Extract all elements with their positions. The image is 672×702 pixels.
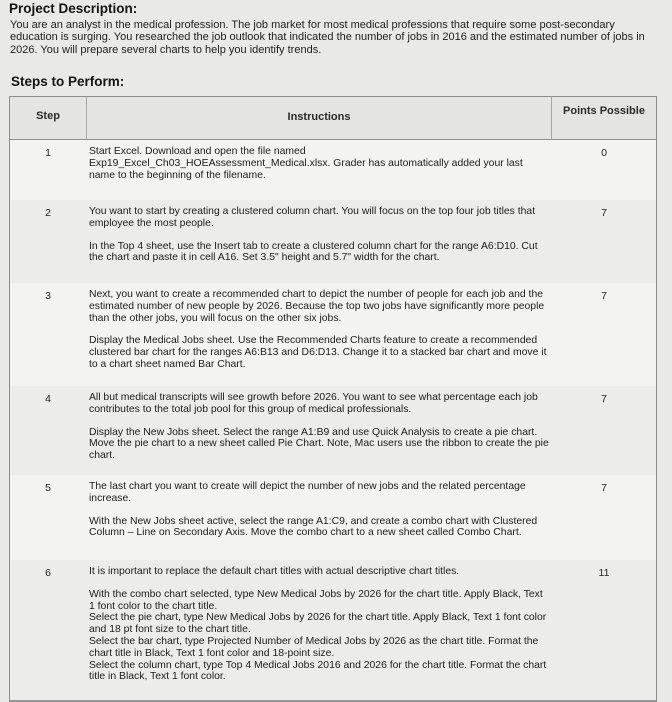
table-row bbox=[10, 200, 656, 284]
step-instructions bbox=[89, 566, 549, 683]
table-row bbox=[10, 283, 656, 387]
step-instructions bbox=[89, 481, 549, 550]
step-column-header: Step bbox=[36, 110, 60, 122]
instruction-paragraph: Start Excel. Download and open the file named Exp19_Excel_Ch03_HOEAssessment_Medical.xlsx. Grader has automatically added your last name to the beginning of the filename. bbox=[89, 146, 523, 181]
instruction-line: Select the pie chart, type New Medical Jobs by 2026 for the chart title. Apply Black, Text 1 font color and 18 pt font size to the chart title. bbox=[89, 612, 547, 636]
points-value: 11 bbox=[598, 567, 610, 579]
points-column-header: Points Possible bbox=[563, 105, 645, 117]
table-row bbox=[10, 140, 656, 201]
points-value: 7 bbox=[601, 207, 607, 219]
step-number: 5 bbox=[45, 482, 51, 494]
instruction-paragraph: Display the New Jobs sheet. Select the range A1:B9 and use Quick Analysis to create a pie chart. Move the pie chart to a new sheet called Pie Chart. Note, Mac users use the ribbon to create the pie chart. bbox=[89, 426, 549, 462]
instruction-paragraph: In the Top 4 sheet, use the Insert tab to create a clustered column chart for the range A6:D10. Cut the chart and paste it in cell A16. Set 3.5" height and 5.7" width for the chart. bbox=[89, 240, 538, 264]
step-number: 1 bbox=[45, 147, 51, 159]
instruction-line: Select the bar chart, type Projected Number of Medical Jobs by 2026 as the chart title. Format the chart title in Black, Text 1 font color and 18-point size. bbox=[89, 635, 539, 659]
points-value: 0 bbox=[601, 147, 607, 159]
table-row bbox=[10, 386, 656, 476]
instruction-paragraph: You want to start by creating a clustered column chart. You will focus on the top four job titles that employee the most people. bbox=[89, 206, 536, 229]
project-description-heading: Project Description: bbox=[9, 1, 138, 16]
table-row bbox=[10, 475, 656, 561]
steps-table bbox=[9, 96, 657, 702]
step-number: 6 bbox=[45, 567, 51, 579]
instruction-paragraph: Next, you want to create a recommended chart to depict the number of people for each job and the estimated number of new people by 2026. Because the top two jobs have significantly more people than the other jobs, you will focus on the other six jobs. bbox=[89, 289, 545, 324]
points-value: 7 bbox=[601, 482, 607, 494]
instructions-column-header: Instructions bbox=[287, 111, 351, 123]
step-number: 2 bbox=[45, 207, 51, 219]
instruction-line: With the combo chart selected, type New Medical Jobs by 2026 for the chart title. Apply Black, Text 1 font color to the chart title. bbox=[89, 588, 543, 612]
step-number: 3 bbox=[45, 290, 51, 302]
project-description-text: You are an analyst in the medical profession. The job market for most medical professions that require some post-secondary education is surging. You researched the job outlook that indicated the number of jobs in 2016 and the estimated number of jobs in 2026. You will prepare several charts to help you identify trends. bbox=[10, 19, 645, 56]
instruction-line: Select the column chart, type Top 4 Medical Jobs 2016 and 2026 for the chart title. Format the chart title in Black, Text 1 font color. bbox=[89, 659, 547, 683]
instruction-paragraph: All but medical transcripts will see growth before 2026. You want to see what percentage each job contributes to the total job pool for this group of medical professionals. bbox=[89, 392, 538, 415]
step-instructions bbox=[89, 392, 549, 473]
instruction-paragraph: It is important to replace the default chart titles with actual descriptive chart titles. bbox=[89, 566, 460, 577]
points-value: 7 bbox=[601, 393, 607, 405]
step-instructions bbox=[89, 146, 549, 192]
table-row bbox=[10, 560, 656, 701]
table-header bbox=[10, 97, 656, 140]
instruction-paragraph: Display the Medical Jobs sheet. Use the Recommended Charts feature to create a recommended clustered bar chart for the ranges A6:B13 and D6:D13. Change it to a stacked bar chart and move it to a chart sheet named Bar Chart. bbox=[89, 335, 547, 370]
instruction-paragraph: With the New Jobs sheet active, select the range A1:C9, and create a combo chart with Clustered Column – Line on Secondary Axis. Move the combo chart to a new sheet called Combo Chart. bbox=[89, 515, 538, 539]
steps-heading: Steps to Perform: bbox=[11, 74, 125, 89]
points-value: 7 bbox=[601, 290, 607, 302]
step-instructions bbox=[89, 289, 549, 382]
step-instructions bbox=[89, 206, 549, 275]
instruction-paragraph: The last chart you want to create will depict the number of new jobs and the related percentage increase. bbox=[89, 481, 526, 504]
step-number: 4 bbox=[45, 393, 51, 405]
